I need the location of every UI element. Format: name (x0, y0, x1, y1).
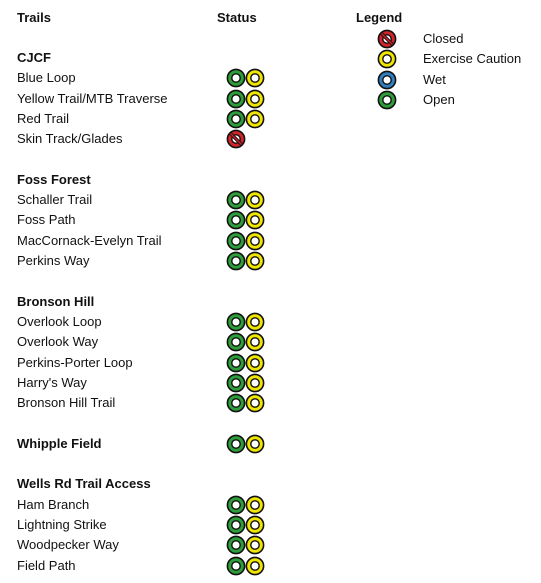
trail-name: Harry's Way (17, 374, 87, 390)
trails-header: Trails (17, 10, 51, 25)
closed-status-icon (226, 129, 246, 149)
trail-name: Skin Track/Glades (17, 131, 123, 147)
open-status-icon (226, 556, 246, 576)
caution-status-icon (377, 49, 397, 69)
trail-name: Blue Loop (17, 70, 76, 86)
caution-status-icon (245, 393, 265, 413)
caution-status-icon (245, 535, 265, 555)
trail-name: Yellow Trail/MTB Traverse (17, 90, 168, 106)
trail-name: Woodpecker Way (17, 537, 119, 553)
caution-status-icon (245, 89, 265, 109)
trail-name: Perkins Way (17, 253, 90, 268)
section-title: CJCF (17, 50, 51, 65)
open-status-icon (226, 231, 246, 251)
open-status-icon (226, 190, 246, 210)
wet-status-icon (377, 70, 397, 90)
trail-name: Perkins-Porter Loop (17, 354, 133, 370)
open-status-icon (226, 332, 246, 352)
open-status-icon (226, 251, 246, 271)
caution-status-icon (245, 373, 265, 393)
section-title: Bronson Hill (17, 293, 95, 309)
open-status-icon (377, 90, 397, 110)
trail-name: Bronson Hill Trail (17, 395, 116, 411)
status-header: Status (217, 10, 257, 25)
caution-status-icon (245, 434, 265, 454)
trail-name: Overlook Loop (17, 313, 102, 329)
caution-status-icon (245, 109, 265, 129)
legend-header: Legend (356, 10, 403, 25)
caution-status-icon (245, 231, 265, 251)
open-status-icon (226, 89, 246, 109)
trail-name: Foss Path (17, 212, 76, 228)
open-status-icon (226, 109, 246, 129)
closed-status-icon (377, 29, 397, 49)
caution-status-icon (245, 556, 265, 576)
caution-status-icon (245, 332, 265, 352)
trail-name: Schaller Trail (17, 192, 93, 208)
open-status-icon (226, 535, 246, 555)
open-status-icon (226, 393, 246, 413)
trail-name: Lightning Strike (17, 516, 107, 532)
caution-status-icon (245, 515, 265, 535)
trail-name: MacCornack-Evelyn Trail (17, 232, 162, 248)
trail-name: Field Path (17, 557, 76, 573)
caution-status-icon (245, 495, 265, 515)
section-title: Wells Rd Trail Access (17, 476, 151, 492)
caution-status-icon (245, 68, 265, 88)
caution-status-icon (245, 210, 265, 230)
trail-name: Overlook Way (17, 334, 99, 350)
section-title: Foss Forest (17, 171, 91, 187)
legend-label: Open (423, 92, 455, 108)
legend-label: Closed (423, 31, 464, 46)
caution-status-icon (245, 312, 265, 332)
open-status-icon (226, 495, 246, 515)
trail-name: Red Trail (17, 110, 70, 126)
open-status-icon (226, 515, 246, 535)
open-status-icon (226, 373, 246, 393)
legend-label: Exercise Caution (423, 51, 522, 67)
section-title: Whipple Field (17, 435, 102, 451)
trail-name: Ham Branch (17, 496, 90, 512)
caution-status-icon (245, 353, 265, 373)
open-status-icon (226, 210, 246, 230)
open-status-icon (226, 68, 246, 88)
open-status-icon (226, 353, 246, 373)
open-status-icon (226, 312, 246, 332)
caution-status-icon (245, 190, 265, 210)
legend-label: Wet (423, 71, 446, 87)
caution-status-icon (245, 251, 265, 271)
open-status-icon (226, 434, 246, 454)
